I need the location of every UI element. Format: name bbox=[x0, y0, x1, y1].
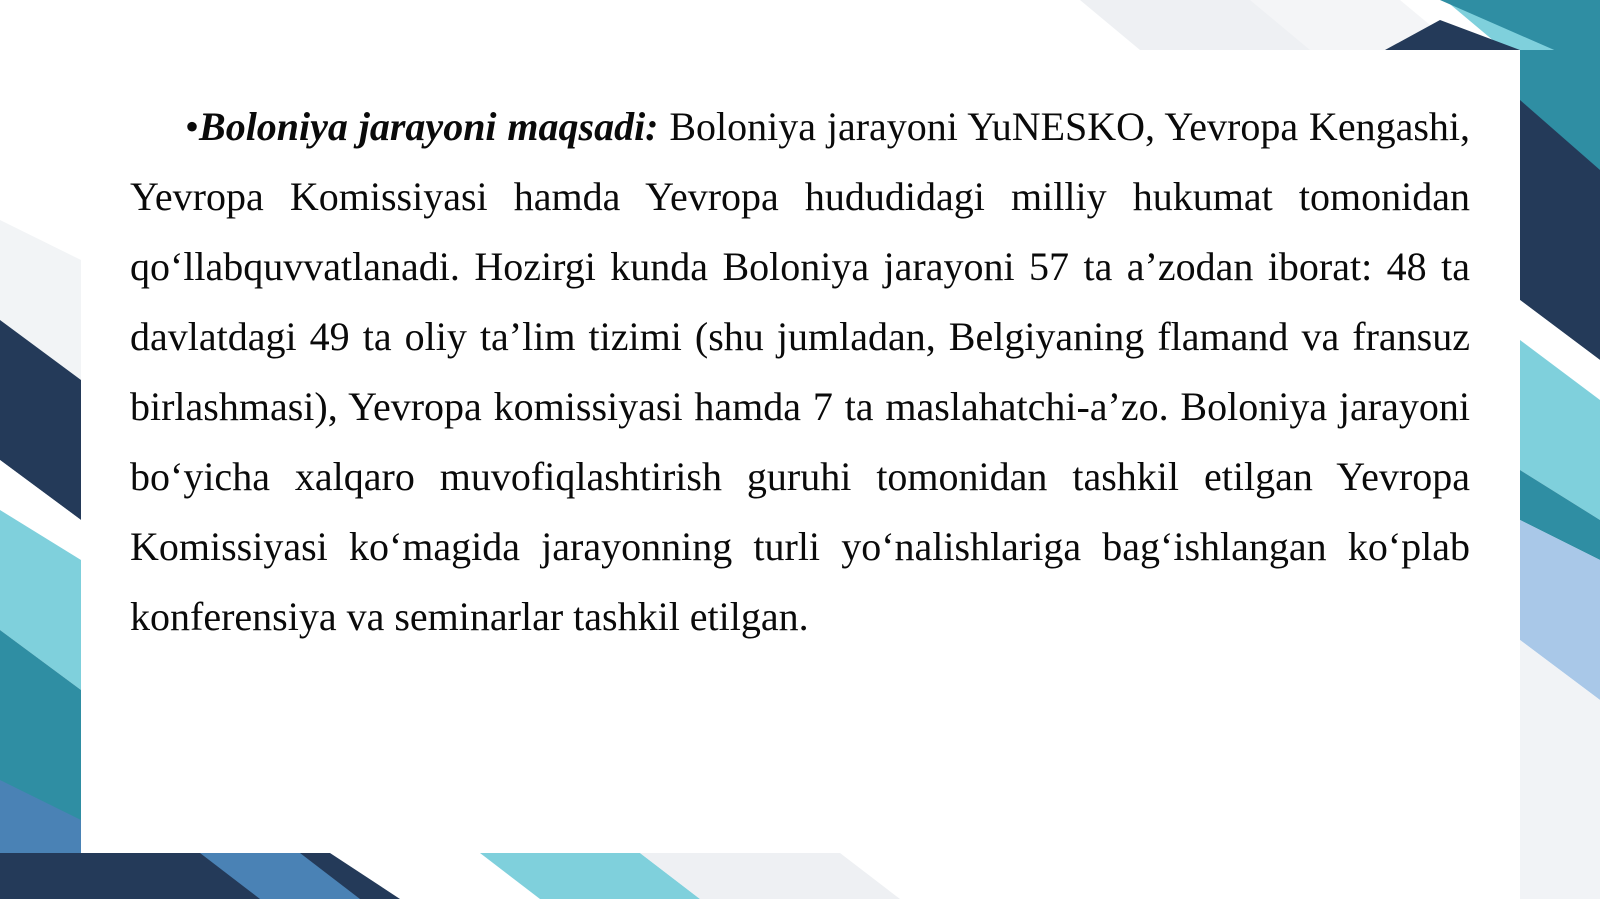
paragraph-body-text: Boloniya jarayoni YuNESKO, Yevropa Kengashi, Yevropa Komissiyasi hamda Yevropa hududidagi milliy hukumat tomonidan qo‘llabquvvatlanadi. Hozirgi kunda Boloniya jarayoni 57 ta a’zodan iborat: 48 ta davlatdagi 49 ta oliy ta’lim tizimi (shu jumladan, Belgiyaning flamand va fransuz birlashmasi), Yevropa komissiyasi hamda 7 ta maslahatchi-a’zo. Boloniya jarayoni bo‘yicha xalqaro muvofiqlashtirish guruhi tomonidan tashkil etilgan Yevropa Komissiyasi ko‘magida jarayonning turli yo‘nalishlariga bag‘ishlangan ko‘plab konferensiya va seminarlar tashkil etilgan. bbox=[130, 104, 1471, 639]
paragraph-lead-heading: Boloniya jarayoni maqsadi: bbox=[199, 104, 659, 149]
body-paragraph bbox=[130, 92, 1470, 652]
bullet-glyph: • bbox=[185, 104, 200, 149]
